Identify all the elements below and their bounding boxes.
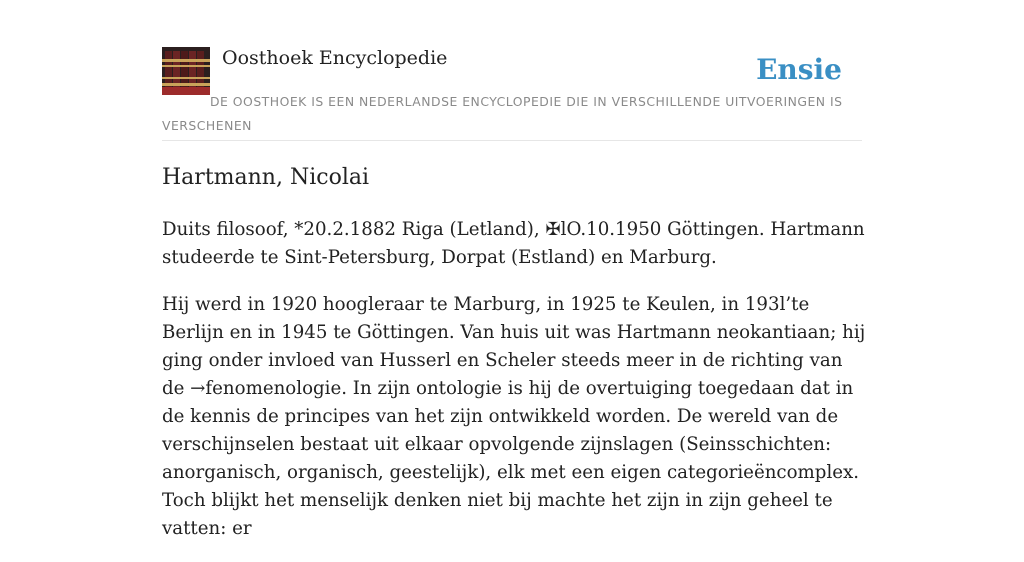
book-spines-icon <box>162 47 210 95</box>
article-paragraph: Hij werd in 1920 hoogleraar te Marburg, in 1925 te Keulen, in 193l’te Berlijn en in 1945 te Göttingen. Van huis uit was Hartmann neokantiaan; hij ging onder invloed van Husserl en Scheler steeds meer in de richting van de →fenomenologie. In zijn ontologie is hij de overtuiging toegedaan dat in de kennis de principes van het zijn ontwikkeld worden. De wereld van de verschijnselen bestaat uit elkaar opvolgende zijnslagen (Seinsschichten: anorganisch, organisch, geestelijk), elk met een eigen categorieëncomplex. Toch blijkt het menselijk denken niet bij machte het zijn in zijn geheel te vatten: er <box>162 294 866 539</box>
site-header <box>162 46 862 141</box>
article-paragraph: Duits filosoof, *20.2.1882 Riga (Letland), ✠lO.10.1950 Göttingen. Hartmann studeerde te Sint-Petersburg, Dorpat (Estland) en Marburg. <box>162 219 865 268</box>
article-title: Hartmann, Nicolai <box>162 165 370 190</box>
article <box>162 160 866 562</box>
site-avatar[interactable] <box>162 47 210 95</box>
site-title[interactable]: Oosthoek Encyclopedie <box>222 47 448 69</box>
brand-logo[interactable]: Ensie <box>756 53 842 86</box>
site-tagline: DE OOSTHOEK IS EEN NEDERLANDSE ENCYCLOPEDIE DIE IN VERSCHILLENDE UITVOERINGEN IS VERSCHENEN <box>162 94 843 133</box>
